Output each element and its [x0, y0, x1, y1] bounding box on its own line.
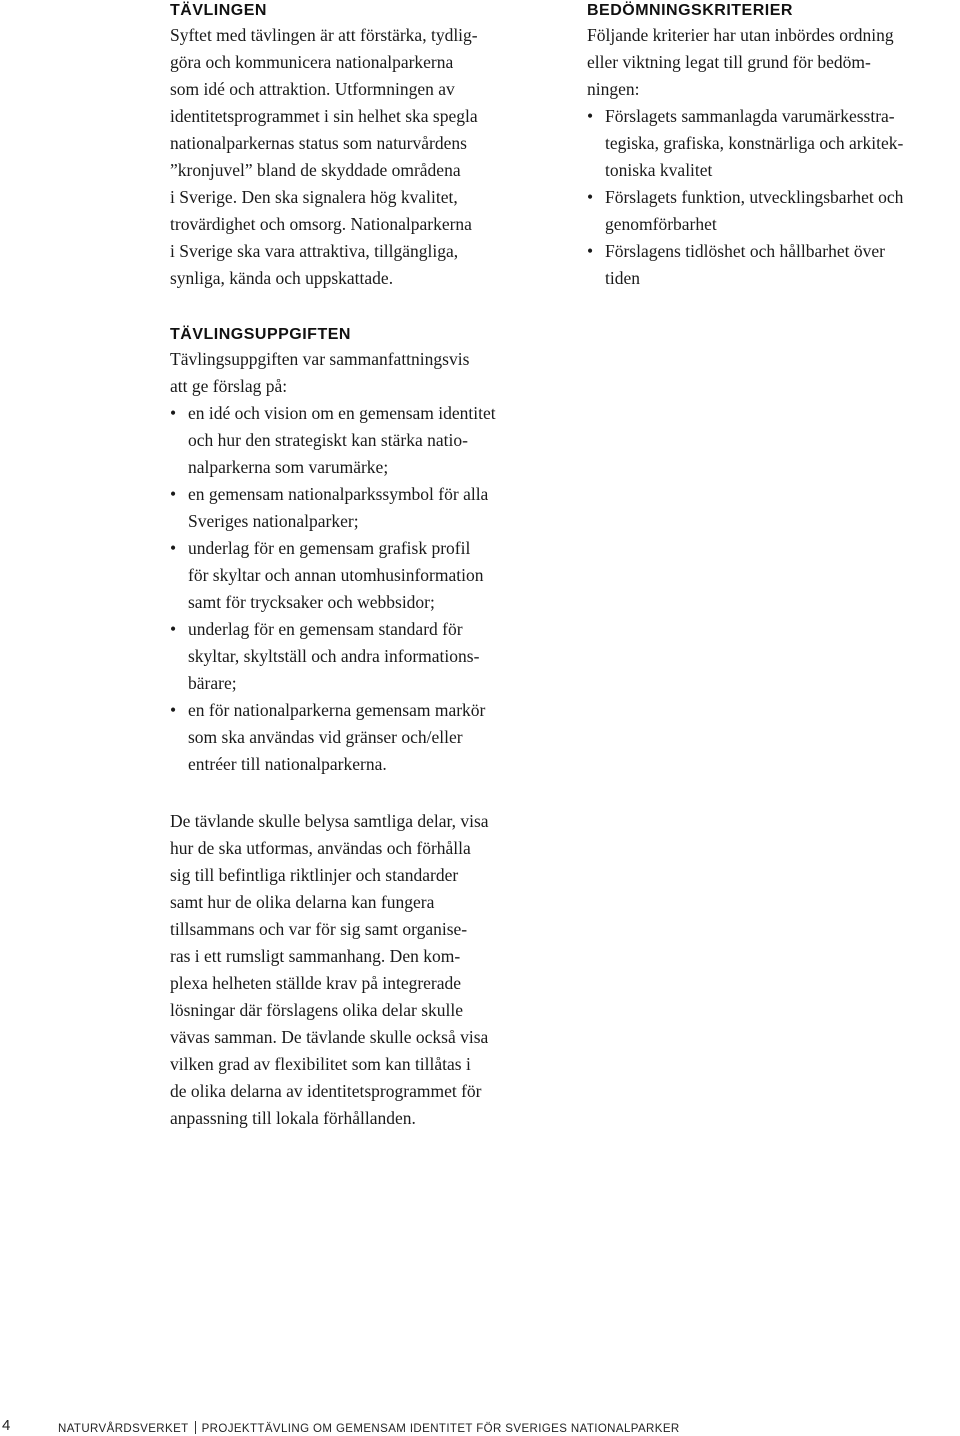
text-line: för skyltar och annan utomhusinformation: [188, 565, 484, 585]
footer-text: [58, 1421, 680, 1435]
text-line: tiden: [605, 268, 640, 288]
text-line: trovärdighet och omsorg. Nationalparkerna: [170, 214, 472, 234]
text-line: plexa helheten ställde krav på integrerade: [170, 973, 462, 993]
bullet-icon: •: [587, 106, 594, 126]
footer-publisher: NATURVÅRDSVERKET: [58, 1423, 189, 1435]
page-footer: [0, 1415, 960, 1436]
footer-divider: [195, 1421, 196, 1434]
text-line: samt hur de olika delarna kan fungera: [170, 892, 435, 912]
text-line: som idé och attraktion. Utformningen av: [170, 79, 455, 99]
bullet-icon: •: [170, 538, 177, 558]
text-line: genomförbarhet: [605, 214, 717, 234]
bullet-icon: •: [587, 241, 594, 261]
bullet-icon: •: [170, 700, 177, 720]
text-line: tillsammans och var för sig samt organise-: [170, 919, 468, 939]
section-body: [170, 22, 565, 292]
text-line: ”kronjuvel” bland de skyddade områdena: [170, 160, 461, 180]
section-tavlingen: [170, 0, 565, 292]
list-item: [170, 535, 565, 616]
text-line: ningen:: [587, 79, 640, 99]
section-intro: [170, 346, 565, 400]
text-line: ras i ett rumsligt sammanhang. Den kom-: [170, 946, 461, 966]
text-line: Sveriges nationalparker;: [188, 511, 359, 531]
text-line: samt för trycksaker och webbsidor;: [188, 592, 435, 612]
text-line: bärare;: [188, 673, 237, 693]
text-line: synliga, kända och uppskattade.: [170, 268, 394, 288]
bullet-icon: •: [170, 484, 177, 504]
text-line: Förslagets sammanlagda varumärkesstra-: [605, 106, 895, 126]
list-item: [587, 184, 960, 238]
text-line: underlag för en gemensam standard för: [188, 619, 463, 639]
text-line: Förslagens tidlöshet och hållbarhet över: [605, 241, 885, 261]
text-line: i Sverige. Den ska signalera hög kvalitet,: [170, 187, 458, 207]
bullet-icon: •: [587, 187, 594, 207]
text-line: eller viktning legat till grund för bedöm-: [587, 52, 871, 72]
page-number: 4: [2, 1417, 11, 1434]
section-heading: TÄVLINGEN: [170, 2, 267, 19]
text-line: en gemensam nationalparkssymbol för alla: [188, 484, 489, 504]
text-line: identitetsprogrammet i sin helhet ska spegla: [170, 106, 478, 126]
text-line: Tävlingsuppgiften var sammanfattningsvis: [170, 349, 470, 369]
text-line: tegiska, grafiska, konstnärliga och arkitek-: [605, 133, 904, 153]
section-heading: BEDÖMNINGSKRITERIER: [587, 2, 793, 19]
section-heading: TÄVLINGSUPPGIFTEN: [170, 326, 351, 343]
text-line: anpassning till lokala förhållanden.: [170, 1108, 416, 1128]
text-line: vävas samman. De tävlande skulle också visa: [170, 1027, 489, 1047]
text-line: och hur den strategiskt kan stärka natio-: [188, 430, 468, 450]
text-line: nalparkerna som varumärke;: [188, 457, 389, 477]
text-line: i Sverige ska vara attraktiva, tillgängliga,: [170, 241, 459, 261]
section-bedomningskriterier: [587, 0, 960, 292]
footer-title: PROJEKTTÄVLING OM GEMENSAM IDENTITET FÖR SVERIGES NATIONALPARKER: [201, 1423, 680, 1435]
list-item: [170, 400, 565, 481]
bullet-icon: •: [170, 619, 177, 639]
section-tavlingsuppgiften: [170, 324, 565, 778]
criteria-list: [587, 103, 960, 292]
text-line: De tävlande skulle belysa samtliga delar, visa: [170, 811, 489, 831]
text-line: göra och kommunicera nationalparkerna: [170, 52, 454, 72]
text-line: de olika delarna av identitetsprogrammet för: [170, 1081, 482, 1101]
text-line: nationalparkernas status som naturvårdens: [170, 133, 467, 153]
text-line: skyltar, skyltställ och andra informations-: [188, 646, 480, 666]
text-line: som ska användas vid gränser och/eller: [188, 727, 463, 747]
text-line: vilken grad av flexibilitet som kan tillåtas i: [170, 1054, 471, 1074]
text-line: Förslagets funktion, utvecklingsbarhet och: [605, 187, 904, 207]
bullet-icon: •: [170, 403, 177, 423]
text-line: Syftet med tävlingen är att förstärka, tydlig-: [170, 25, 478, 45]
list-item: [587, 238, 960, 292]
list-item: [170, 481, 565, 535]
section-paragraph: [170, 808, 565, 1132]
task-list: [170, 400, 565, 778]
text-line: att ge förslag på:: [170, 376, 288, 396]
section-intro: [587, 22, 960, 103]
list-item: [170, 697, 565, 778]
body-paragraph: [170, 808, 565, 1132]
text-line: sig till befintliga riktlinjer och standarder: [170, 865, 459, 885]
text-line: en idé och vision om en gemensam identitet: [188, 403, 496, 423]
text-line: Följande kriterier har utan inbördes ordning: [587, 25, 894, 45]
text-line: en för nationalparkerna gemensam markör: [188, 700, 486, 720]
text-line: entréer till nationalparkerna.: [188, 754, 387, 774]
text-line: underlag för en gemensam grafisk profil: [188, 538, 471, 558]
list-item: [587, 103, 960, 184]
text-line: hur de ska utformas, användas och förhålla: [170, 838, 471, 858]
text-line: lösningar där förslagens olika delar skulle: [170, 1000, 464, 1020]
list-item: [170, 616, 565, 697]
text-line: toniska kvalitet: [605, 160, 713, 180]
